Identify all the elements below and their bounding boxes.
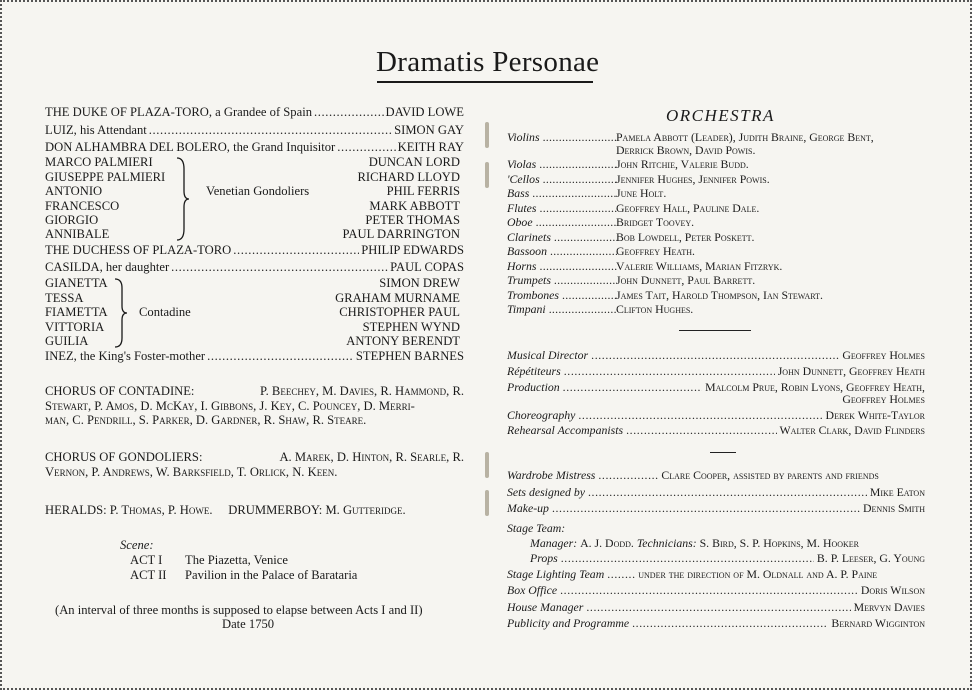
gondolier-name: ANNIBALE — [45, 227, 110, 241]
gondoliers-brace — [174, 157, 190, 241]
crew-names: Geoffrey Holmes — [842, 348, 925, 362]
actor-name: GRAHAM MURNAME — [335, 291, 460, 305]
chorus-gondoliers-label: CHORUS OF GONDOLIERS: — [45, 450, 203, 464]
instrument-name: Violas — [507, 157, 537, 171]
stage-manager-line — [530, 536, 859, 550]
crew-role: Choreography — [507, 408, 576, 422]
instrument-name: Oboe — [507, 215, 533, 229]
orchestra-section — [507, 244, 617, 258]
role-name: INEZ, the King's Foster-mother — [45, 349, 206, 363]
chorus-contadine-line — [45, 384, 464, 398]
instrument-name: Trombones — [507, 288, 560, 302]
cast-row — [45, 140, 464, 154]
crew-role: Box Office — [507, 583, 558, 597]
gondolier-name: ANTONIO — [45, 184, 103, 198]
instrument-name: Timpani — [507, 302, 546, 316]
role-name: LUIZ, his Attendant — [45, 123, 147, 137]
act-place: Pavilion in the Palace of Barataria — [185, 568, 358, 582]
crew-row — [507, 468, 925, 482]
role-name: DON ALHAMBRA DEL BOLERO, the Grand Inquisitor — [45, 140, 336, 154]
crew-role: Stage Lighting Team — [507, 567, 605, 581]
act-place: The Piazetta, Venice — [185, 553, 288, 567]
actor-name: SIMON DREW — [379, 276, 460, 290]
instrument-name: 'Cellos — [507, 172, 540, 186]
crew-names: Mervyn Davies — [853, 600, 925, 614]
crew-role: Production — [507, 380, 560, 394]
gondolier-name: GIUSEPPE PALMIERI — [45, 170, 166, 184]
actor-name: CHRISTOPHER PAUL — [339, 305, 460, 319]
cast-row — [45, 349, 464, 363]
players: June Holt. — [616, 186, 667, 200]
contadine-brace — [112, 278, 128, 348]
gondolier-name: MARCO PALMIERI — [45, 155, 153, 169]
section-divider — [710, 452, 736, 453]
actor-name: SIMON GAY — [394, 123, 464, 137]
players: John Dunnett, Paul Barrett. — [616, 273, 756, 287]
crew-role: Rehearsal Accompanists — [507, 423, 624, 437]
players: Valerie Williams, Marian Fitzryk. — [616, 259, 783, 273]
crew-names: Walter Clark, David Flinders — [779, 423, 925, 437]
players: Clifton Hughes. — [616, 302, 694, 316]
players: Bridget Toovey. — [616, 215, 695, 229]
players: Geoffrey Heath. — [616, 244, 695, 258]
players: Pamela Abbott (Leader), Judith Braine, George Bent, — [616, 130, 874, 144]
crew-names: Geoffrey Holmes — [842, 392, 925, 406]
crew-names: under the direction of M. Oldnall and A. P. Paine — [638, 567, 878, 581]
instrument-name: Flutes — [507, 201, 537, 215]
contadina-name: TESSA — [45, 291, 84, 305]
date-line: Date 1750 — [222, 617, 275, 631]
gondolier-name: FRANCESCO — [45, 199, 120, 213]
crew-row — [507, 408, 925, 422]
manager-name: A. J. Dodd. — [580, 536, 634, 550]
role-name: THE DUKE OF PLAZA-TORO, a Grandee of Spain — [45, 105, 312, 119]
actor-name: MARK ABBOTT — [369, 199, 460, 213]
act-label: ACT I — [130, 553, 163, 567]
actor-name: PETER THOMAS — [365, 213, 460, 227]
crew-names: Doris Wilson — [860, 583, 925, 597]
chorus-contadine-names: Stewart, P. Amos, D. McKay, I. Gibbons, J. Key, C. Pouncey, D. Merri- — [45, 399, 415, 413]
drummerboy-name: M. Gutteridge. — [325, 503, 406, 517]
binding-stitch — [485, 452, 489, 478]
actor-name: PHILIP EDWARDS — [361, 243, 464, 257]
crew-row — [507, 583, 925, 597]
chorus-gondoliers-names: Vernon, P. Andrews, W. Barksfield, T. Orlick, N. Keen. — [45, 465, 338, 479]
players: John Ritchie, Valerie Budd. — [616, 157, 749, 171]
gondolier-name: GIORGIO — [45, 213, 99, 227]
orchestra-section — [507, 288, 617, 302]
crew-row — [507, 348, 925, 362]
crew-role: Musical Director — [507, 348, 589, 362]
actor-name: PAUL DARRINGTON — [342, 227, 460, 241]
instrument-name: Bassoon — [507, 244, 547, 258]
cast-row — [45, 105, 464, 119]
orchestra-section — [507, 259, 617, 273]
instrument-name: Violins — [507, 130, 540, 144]
crew-names: Mike Eaton — [869, 485, 925, 499]
binding-stitch — [485, 122, 489, 148]
actor-name: PAUL COPAS — [390, 260, 464, 274]
chorus-contadine-names: man, C. Pendrill, S. Parker, D. Gardner, R. Shaw, R. Steare. — [45, 413, 367, 427]
crew-names: Bernard Wigginton — [831, 616, 925, 630]
instrument-name: Clarinets — [507, 230, 551, 244]
scene-heading: Scene: — [120, 538, 154, 552]
actor-name: STEPHEN BARNES — [355, 349, 464, 363]
crew-role: House Manager — [507, 600, 584, 614]
chorus-contadine-label: CHORUS OF CONTADINE: — [45, 384, 195, 398]
orchestra-heading: ORCHESTRA — [666, 106, 775, 125]
crew-row — [507, 423, 925, 437]
instrument-name: Bass — [507, 186, 530, 200]
crew-names: Clare Cooper, assisted by parents and friends — [661, 468, 879, 482]
players: Bob Lowdell, Peter Poskett. — [616, 230, 755, 244]
heralds-names: P. Thomas, P. Howe. — [109, 503, 213, 517]
contadina-name: GIANETTA — [45, 276, 108, 290]
crew-names: Dennis Smith — [862, 501, 925, 515]
orchestra-section — [507, 230, 617, 244]
instrument-name: Trumpets — [507, 273, 551, 287]
orchestra-section — [507, 157, 617, 171]
chorus-gondoliers-names: A. Marek, D. Hinton, R. Searle, R. — [279, 450, 464, 464]
orchestra-section — [507, 186, 617, 200]
crew-row — [507, 485, 925, 499]
section-divider — [679, 330, 751, 331]
drummerboy-label: DRUMMERBOY: — [228, 503, 323, 517]
heralds-line — [45, 503, 406, 517]
cast-row — [45, 123, 464, 137]
contadina-name: GUILIA — [45, 334, 89, 348]
players: James Tait, Harold Thompson, Ian Stewart. — [616, 288, 823, 302]
cast-row — [45, 260, 464, 274]
role-name: THE DUCHESS OF PLAZA-TORO — [45, 243, 232, 257]
chorus-gondoliers-line — [45, 450, 464, 464]
technicians-names: S. Bird, S. P. Hopkins, M. Hooker — [699, 536, 860, 550]
crew-row — [507, 501, 925, 515]
crew-row — [507, 600, 925, 614]
contadina-name: FIAMETTA — [45, 305, 108, 319]
actor-name: RICHARD LLOYD — [357, 170, 460, 184]
title-underline — [377, 81, 593, 83]
crew-role: Wardrobe Mistress — [507, 468, 596, 482]
binding-stitch — [485, 490, 489, 516]
role-name: CASILDA, her daughter — [45, 260, 170, 274]
orchestra-section — [507, 273, 617, 287]
cast-row — [45, 243, 464, 257]
page-title: Dramatis Personae — [376, 46, 600, 78]
gondoliers-group-label: Venetian Gondoliers — [206, 184, 310, 198]
crew-names: Malcolm Prue, Robin Lyons, Geoffrey Heath, — [705, 380, 925, 394]
actor-name: PHIL FERRIS — [386, 184, 460, 198]
orchestra-section — [507, 201, 617, 215]
contadina-name: VITTORIA — [45, 320, 105, 334]
actor-name: DUNCAN LORD — [368, 155, 460, 169]
orchestra-section — [507, 130, 617, 144]
interval-note: (An interval of three months is supposed to elapse between Acts I and II) — [55, 603, 423, 617]
crew-role: Sets designed by — [507, 485, 585, 499]
contadine-group-label: Contadine — [139, 305, 191, 319]
crew-row — [507, 616, 925, 630]
heralds-label: HERALDS: — [45, 503, 107, 517]
manager-label: Manager: — [530, 536, 578, 550]
crew-role: Props — [530, 551, 558, 565]
instrument-name: Horns — [507, 259, 537, 273]
crew-role: Répétiteurs — [507, 364, 561, 378]
players: Derrick Brown, David Powis. — [616, 143, 756, 157]
actor-name: DAVID LOWE — [385, 105, 464, 119]
crew-role: Publicity and Programme — [507, 616, 630, 630]
actor-name: STEPHEN WYND — [362, 320, 460, 334]
crew-names: Derek White-Taylor — [825, 408, 925, 422]
act-label: ACT II — [130, 568, 167, 582]
orchestra-section — [507, 302, 617, 316]
actor-name: ANTONY BERENDT — [346, 334, 460, 348]
crew-names: John Dunnett, Geoffrey Heath — [777, 364, 925, 378]
binding-stitch — [485, 162, 489, 188]
crew-row — [507, 364, 925, 378]
technicians-label: Technicians: — [636, 536, 697, 550]
orchestra-section — [507, 215, 617, 229]
crew-row — [530, 551, 925, 565]
players: Geoffrey Hall, Pauline Dale. — [616, 201, 760, 215]
players: Jennifer Hughes, Jennifer Powis. — [616, 172, 770, 186]
orchestra-section — [507, 172, 617, 186]
actor-name: KEITH RAY — [397, 140, 464, 154]
crew-row — [507, 567, 925, 581]
crew-names: B. P. Leeser, G. Young — [816, 551, 925, 565]
chorus-contadine-names: P. Beechey, M. Davies, R. Hammond, R. — [260, 384, 464, 398]
crew-role: Make-up — [507, 501, 549, 515]
stage-team-heading: Stage Team: — [507, 521, 566, 535]
